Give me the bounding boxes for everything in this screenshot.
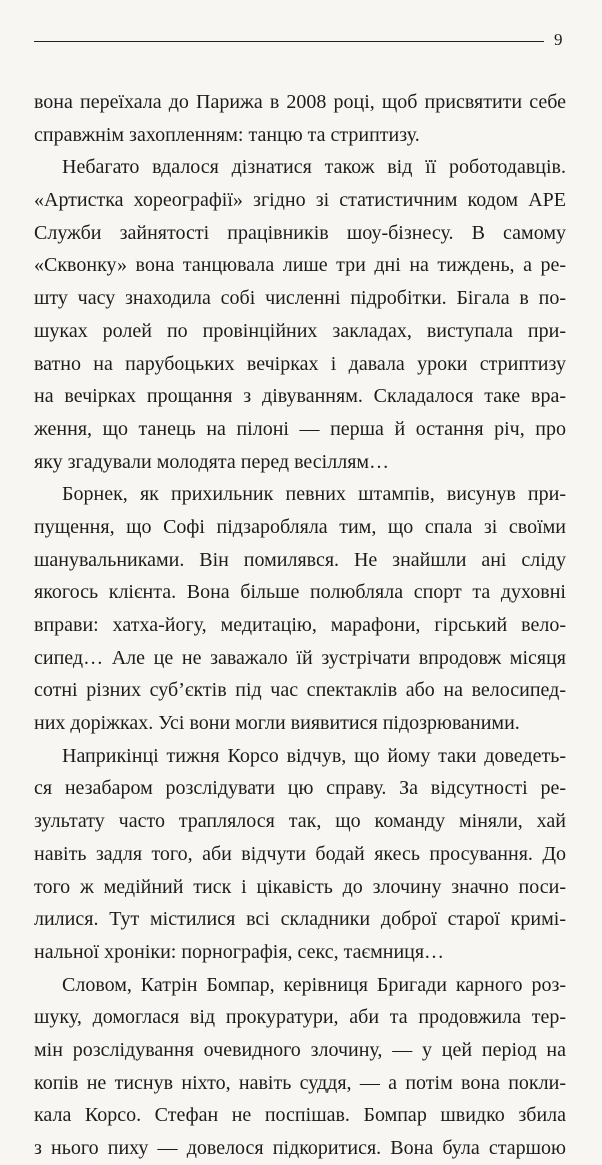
text-line: сипед… Але це не заважало їй зустрічати впродовж місяця: [34, 646, 566, 669]
text-line: сотні різних суб’єктів під час спектаклів або на велосипед-: [34, 679, 566, 702]
text-line: Наприкінці тижня Корсо відчув, що йому таки доведеть-: [62, 744, 566, 767]
text-line: справжнім захопленням: танцю та стриптизу.: [34, 123, 420, 146]
text-line: з нього пиху — довелося підкоритися. Вона була старшою: [34, 1137, 566, 1159]
text-line: Небагато вдалося дізнатися також від її роботодавців.: [62, 156, 566, 179]
text-line: Служби зайнятості працівників шоу-бізнесу. В самому: [34, 221, 566, 244]
text-line: «Артистка хореографії» згідно зі статистичним кодом APE: [34, 189, 566, 212]
page-number: 9: [554, 30, 563, 49]
text-line: вправи: хатха-йогу, медитацію, марафони, гірський вело-: [34, 614, 566, 636]
text-line: нальної хроніки: порнографія, секс, таємниця…: [34, 940, 445, 963]
text-line: «Сквонку» вона танцювала лише три дні на тиждень, а ре-: [34, 254, 566, 277]
text-line: навіть задля того, аби відчути бодай якесь просування. До: [34, 842, 566, 865]
text-line: пущення, що Софі підзаробляла тим, що спала зі своїми: [34, 515, 566, 538]
text-line: копів не тиснув ніхто, навіть суддя, — а потім вона покли-: [34, 1071, 566, 1094]
header-rule: [34, 41, 544, 42]
text-line: шуках ролей по провінційних закладах, виступала при-: [34, 319, 566, 342]
text-line: шанувальниками. Він помилявся. Не знайшли ані сліду: [34, 548, 566, 571]
text-line: кала Корсо. Стефан не поспішав. Бомпар швидко збила: [34, 1104, 566, 1127]
text-line: на вечірках прощання з дівуванням. Складалося таке вра-: [34, 385, 566, 408]
text-line: зультату часто траплялося так, що команду міняли, хай: [34, 810, 566, 833]
text-line: шту часу знаходила собі численні підробітки. Бігала в по-: [34, 287, 566, 310]
text-line: Словом, Катрін Бомпар, керівниця Бригади карного роз-: [62, 973, 566, 996]
text-line: мін розслідування очевидного злочину, — у цей період на: [34, 1038, 566, 1061]
text-line: якогось клієнта. Вона більше полюбляла спорт та духовні: [34, 581, 566, 604]
text-line: ся незабаром розслідувати цю справу. За відсутності ре-: [34, 777, 566, 800]
text-line: Борнек, як прихильник певних штампів, висунув при-: [62, 483, 566, 506]
text-line: лилися. Тут містилися всі складники доброї старої кримі-: [34, 908, 566, 931]
text-line: ватно на парубоцьких вечірках і давала уроки стриптизу: [34, 352, 566, 375]
text-line: шуку, домоглася від прокуратури, аби та продовжила тер-: [34, 1006, 566, 1029]
text-line: яку згадували молодята перед весіллям…: [34, 450, 390, 473]
text-line: них доріжках. Усі вони могли виявитися підозрюваними.: [34, 712, 520, 735]
text-line: того ж медійний тиск і цікавість до злочину значно поси-: [34, 875, 566, 898]
text-line: ження, що танець на пілоні — перша й остання річ, про: [34, 417, 566, 440]
body-text: [34, 86, 566, 1165]
text-line: вона переїхала до Парижа в 2008 році, щоб присвятити себе: [34, 91, 566, 113]
